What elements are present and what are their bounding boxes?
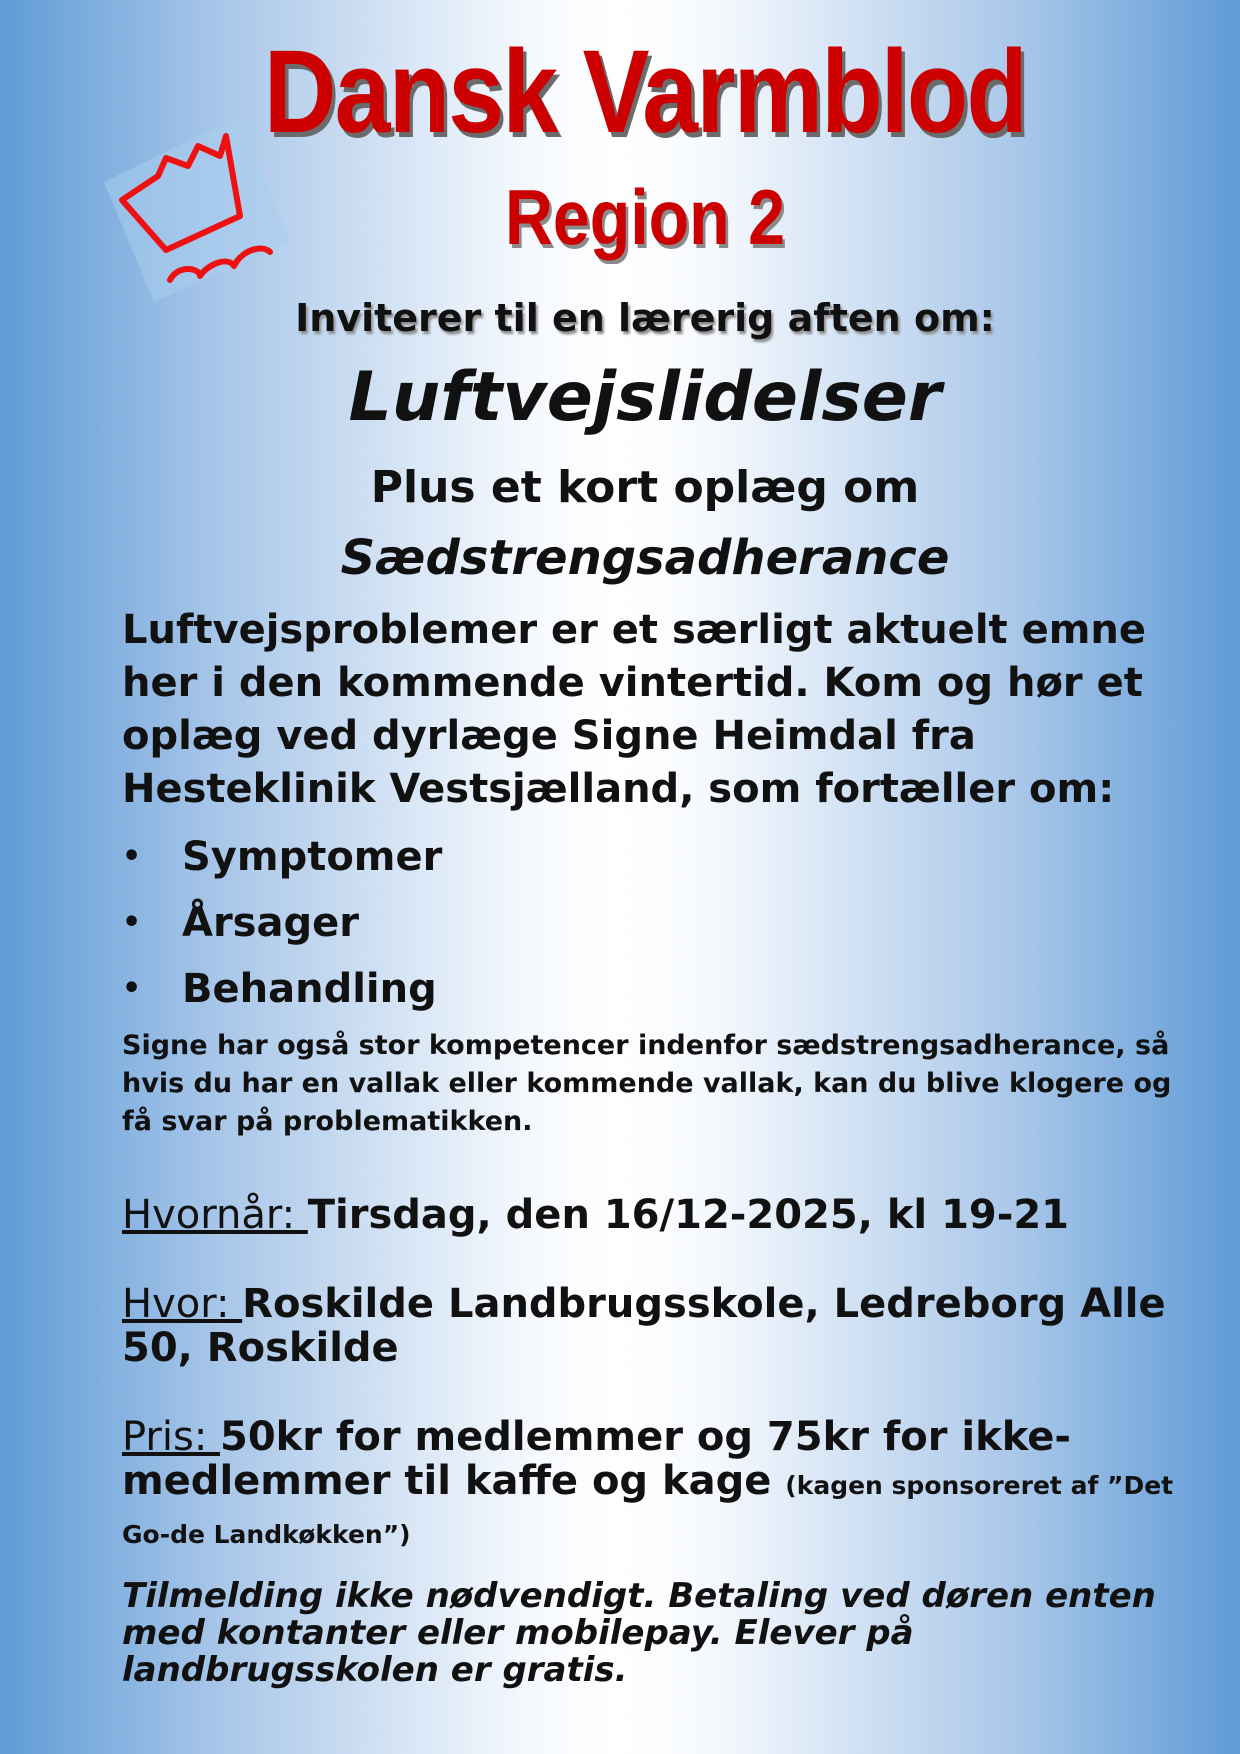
list-item xyxy=(122,956,922,1022)
event-price xyxy=(122,1415,1182,1557)
bullet-icon: • xyxy=(122,839,142,874)
topic-list xyxy=(122,824,922,1022)
sub-topic: Sædstrengsadherance xyxy=(340,530,950,586)
event-time xyxy=(122,1193,1182,1237)
list-item-label: Symptomer xyxy=(182,834,443,880)
sponsor-note: (kagen sponsoreret af ”Det Go-de Landkøkken”) xyxy=(122,1471,1174,1549)
intro-paragraph: Luftvejsproblemer er et særligt aktuelt emne her i den kommende vintertid. Kom og hør et oplæg ved dyrlæge Signe Heimdal fra Hesteklinik Vestsjælland, som fortæller om: xyxy=(122,607,1146,812)
region-subtitle: Region 2 xyxy=(505,173,785,261)
organization-title: Dansk Varmblod xyxy=(263,26,1027,158)
expertise-note: Signe har også stor kompetencer indenfor sædstrengsadherance, så hvis du har en vallak eller kommende vallak, kan du blive klogere og få svar på problematikken. xyxy=(122,1030,1172,1137)
list-item-label: Årsager xyxy=(182,900,359,946)
where-value: Roskilde Landbrugsskole, Ledreborg Alle 50, Roskilde xyxy=(122,1281,1166,1371)
list-item xyxy=(122,890,922,956)
invitation-lead: Inviterer til en lærerig aften om: xyxy=(295,296,995,340)
list-item xyxy=(122,824,922,890)
main-topic: Luftvejslidelser xyxy=(348,358,942,437)
when-label: Hvornår: xyxy=(122,1192,308,1238)
price-value: 50kr for medlemmer og 75kr for ikke-medlemmer til kaffe og kage xyxy=(122,1414,1071,1504)
signup-note: Tilmelding ikke nødvendigt. Betaling ved døren enten med kontanter eller mobilepay. Elever på landbrugsskolen er gratis. xyxy=(122,1576,1156,1690)
plus-text: Plus et kort oplæg om xyxy=(370,462,920,513)
where-label: Hvor: xyxy=(122,1281,243,1327)
price-label: Pris: xyxy=(122,1414,221,1460)
event-location xyxy=(122,1282,1182,1370)
bullet-icon: • xyxy=(122,905,142,940)
bullet-icon: • xyxy=(122,971,142,1006)
list-item-label: Behandling xyxy=(182,966,437,1012)
when-value: Tirsdag, den 16/12-2025, kl 19-21 xyxy=(307,1192,1069,1238)
